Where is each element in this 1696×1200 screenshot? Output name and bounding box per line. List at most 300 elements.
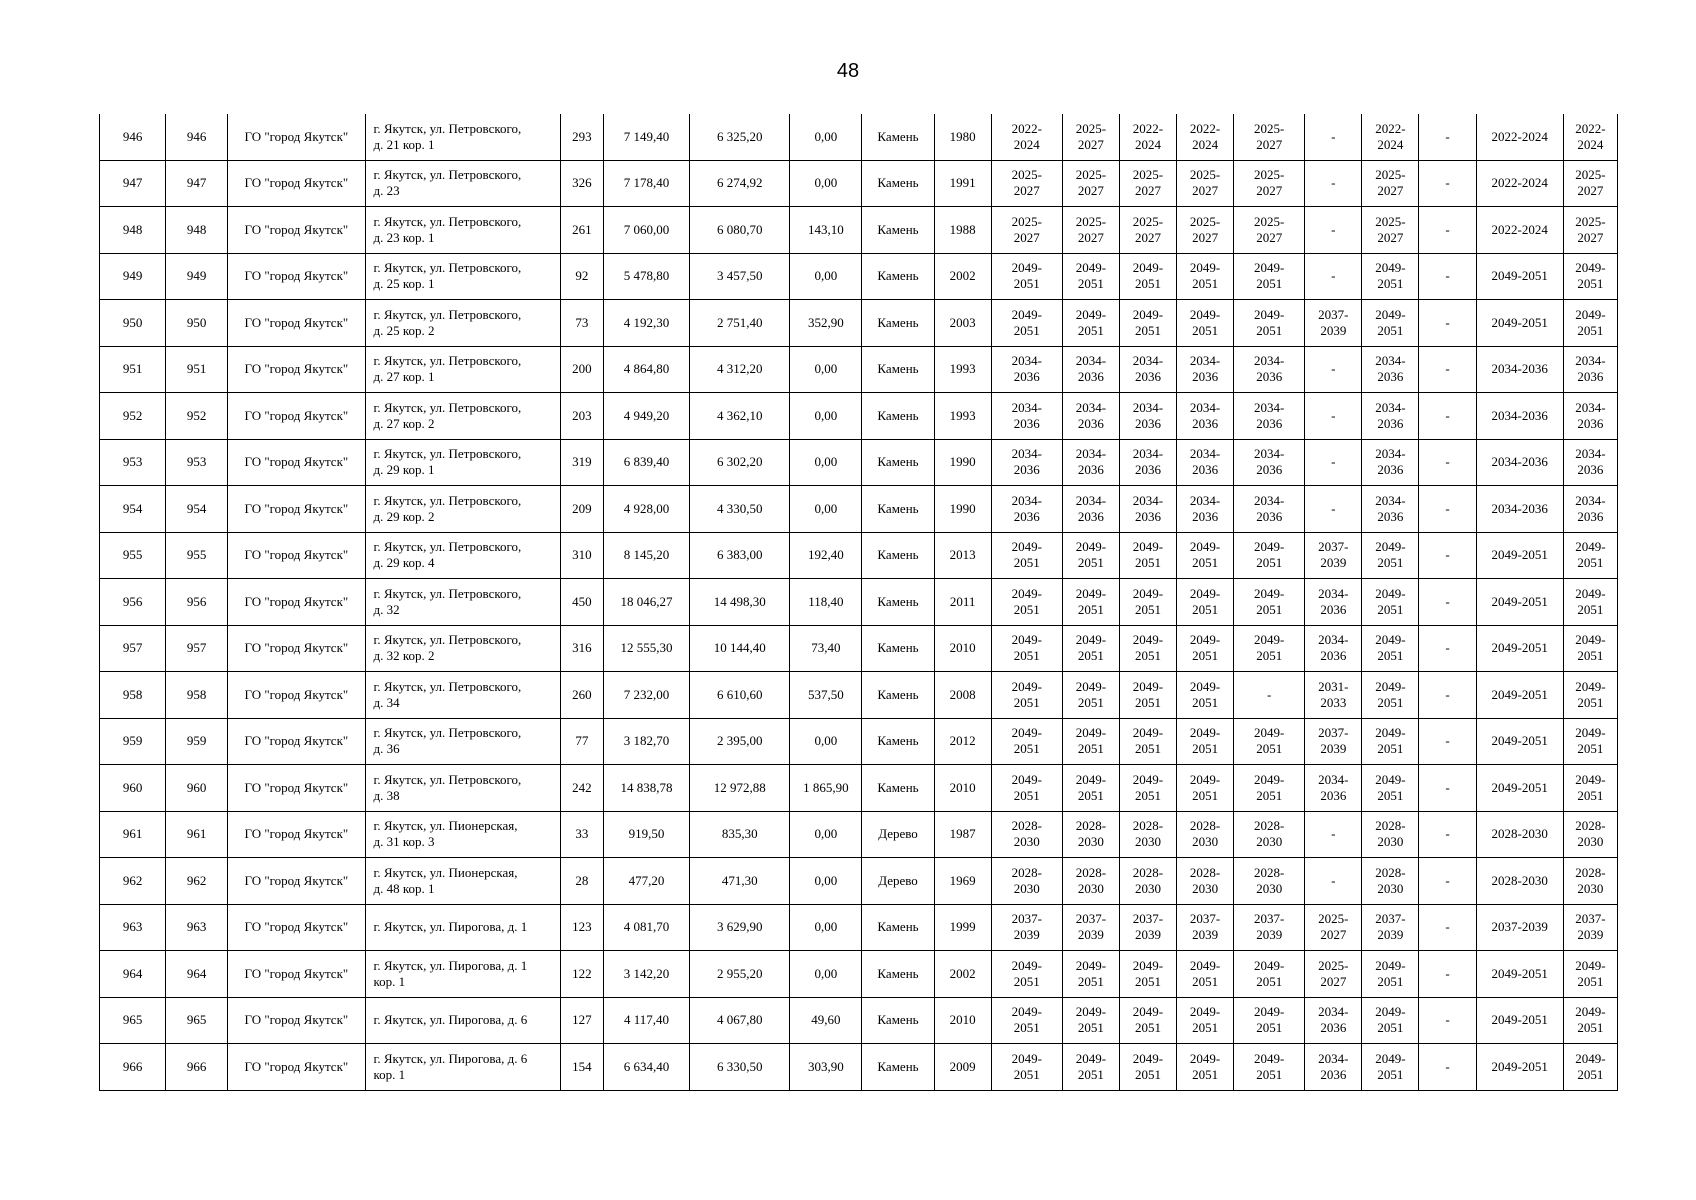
cell-address-end: д. 48 кор. 1 [373,880,435,896]
cell-period-c3 [1119,1044,1176,1091]
cell-period-c3-start: 2049- [1132,771,1164,787]
cell-period-c4-start: 2049- [1189,632,1221,648]
cell-period-c2 [1062,300,1119,347]
cell-period-c1 [991,207,1062,254]
cell-period-c6 [1305,114,1362,160]
cell-c9: 2034-2036 [1476,439,1563,486]
cell-period-c6-start: - [1331,454,1336,470]
cell-period-c1-start: 2022- [1011,120,1042,136]
cell-period-c2 [1062,346,1119,393]
cell-year: 1990 [934,439,991,486]
cell-period-c3-end: 2051 [1134,1020,1161,1036]
cell-period-c1-end: 2051 [1013,648,1040,664]
cell-period-c7-start: 2034- [1375,492,1406,508]
cell-period-c1 [991,532,1062,579]
cell-flats: 242 [560,765,603,812]
cell-period-c5 [1234,997,1305,1044]
cell-period-c1 [991,904,1062,951]
cell-period-c3-start: 2049- [1132,306,1164,322]
cell-material: Камень [862,951,934,998]
cell-period-c6-start: - [1331,872,1336,888]
cell-material: Камень [862,997,934,1044]
cell-n1: 953 [100,439,166,486]
cell-address [365,904,560,951]
cell-period-c7-end: 2051 [1377,601,1404,617]
cell-n1: 955 [100,532,166,579]
cell-period-c3 [1119,207,1176,254]
cell-period-c3-end: 2036 [1134,508,1161,524]
cell-period-c5 [1234,718,1305,765]
cell-period-c7-start: 2049- [1375,1004,1406,1020]
cell-period-c6-end: 2027 [1320,927,1347,943]
cell-period-c2-end: 2051 [1077,694,1104,710]
cell-material: Камень [862,160,934,207]
cell-address [365,253,560,300]
cell-address [365,765,560,812]
cell-n1: 946 [100,114,166,160]
cell-flats: 127 [560,997,603,1044]
cell-period-c4-end: 2051 [1192,601,1219,617]
cell-period-c6-end: 2039 [1320,322,1347,338]
cell-period-c5-end: 2051 [1256,601,1283,617]
cell-period-c6 [1305,672,1362,719]
cell-address-start: г. Якутск, ул. Петровского, [373,632,522,648]
cell-period-c7-end: 2039 [1377,927,1404,943]
page-number: 48 [836,60,860,82]
cell-year: 2010 [934,765,991,812]
cell-period-c5-end: 2051 [1256,741,1283,757]
cell-period-c5 [1234,765,1305,812]
cell-c9: 2049-2051 [1476,672,1563,719]
cell-period-c2-end: 2051 [1077,601,1104,617]
cell-period-c2-end: 2051 [1077,787,1104,803]
table-row [100,672,1618,719]
cell-period-c5-start: 2028- [1254,818,1285,834]
cell-period-c10 [1563,439,1617,486]
cell-period-c4-start: 2049- [1189,1004,1221,1020]
cell-material: Камень [862,1044,934,1091]
cell-period-c5-end: 2036 [1256,508,1283,524]
cell-period-c6 [1305,207,1362,254]
cell-period-c10-start: 2049- [1575,632,1606,648]
table-row [100,579,1618,626]
cell-period-c2 [1062,951,1119,998]
cell-area-res: 4 067,80 [690,997,790,1044]
cell-n2: 953 [166,439,228,486]
cell-period-c5-start: 2028- [1254,864,1285,880]
cell-period-c1-start: 2034- [1011,446,1042,462]
cell-period-c1-start: 2025- [1011,213,1042,229]
cell-period-c6-start: - [1331,361,1336,377]
cell-period-c4 [1177,439,1234,486]
cell-period-c1-end: 2024 [1013,136,1040,152]
cell-period-c6-end: 2039 [1320,741,1347,757]
cell-c9: 2034-2036 [1476,346,1563,393]
cell-period-c1-start: 2049- [1011,632,1042,648]
cell-flats: 154 [560,1044,603,1091]
cell-period-c1 [991,579,1062,626]
cell-period-c4-end: 2027 [1192,183,1219,199]
cell-period-c10-start: 2034- [1575,446,1606,462]
cell-c8: - [1419,160,1476,207]
cell-period-c7-start: 2049- [1375,585,1406,601]
cell-period-c4-start: 2049- [1189,725,1221,741]
cell-period-c4-start: 2028- [1189,864,1221,880]
cell-year: 1999 [934,904,991,951]
cell-period-c2 [1062,1044,1119,1091]
cell-address-end: д. 29 кор. 4 [373,555,435,571]
cell-area-res: 6 302,20 [690,439,790,486]
cell-period-c6 [1305,579,1362,626]
cell-n1: 965 [100,997,166,1044]
cell-address-start: г. Якутск, ул. Петровского, [373,678,522,694]
cell-period-c4-start: 2049- [1189,306,1221,322]
cell-period-c7 [1362,858,1419,905]
cell-address-end: д. 36 [373,741,400,757]
cell-area-res: 6 274,92 [690,160,790,207]
cell-mun: ГО "город Якутск" [228,346,365,393]
cell-period-c7-start: 2049- [1375,306,1406,322]
cell-period-c4 [1177,393,1234,440]
cell-material: Камень [862,486,934,533]
cell-period-c6 [1305,393,1362,440]
cell-period-c2-start: 2049- [1075,678,1107,694]
cell-material: Камень [862,718,934,765]
cell-n1: 952 [100,393,166,440]
cell-period-c10-start: 2049- [1575,957,1606,973]
cell-area-res: 12 972,88 [690,765,790,812]
cell-period-c1-end: 2030 [1013,834,1040,850]
cell-period-c2 [1062,579,1119,626]
cell-year: 1980 [934,114,991,160]
cell-address [365,951,560,998]
cell-mun: ГО "город Якутск" [228,253,365,300]
cell-n2: 951 [166,346,228,393]
cell-period-c4-start: 2025- [1189,213,1221,229]
cell-period-c7-end: 2030 [1377,834,1404,850]
cell-material: Камень [862,579,934,626]
cell-period-c7 [1362,997,1419,1044]
cell-period-c3-start: 2034- [1132,492,1164,508]
cell-period-c2-start: 2034- [1075,353,1107,369]
cell-area-nonres: 0,00 [790,160,862,207]
cell-period-c4 [1177,114,1234,160]
cell-area-nonres: 0,00 [790,486,862,533]
cell-c9: 2034-2036 [1476,486,1563,533]
cell-period-c10-start: 2049- [1575,260,1606,276]
cell-period-c3-end: 2051 [1134,648,1161,664]
cell-period-c10 [1563,997,1617,1044]
cell-period-c1 [991,718,1062,765]
cell-address [365,439,560,486]
cell-area-total: 7 149,40 [603,114,689,160]
cell-mun: ГО "город Якутск" [228,393,365,440]
cell-period-c4-end: 2051 [1192,1066,1219,1082]
cell-period-c6-start: 2037- [1318,306,1349,322]
cell-period-c7-end: 2024 [1377,136,1404,152]
cell-mun: ГО "город Якутск" [228,207,365,254]
cell-material: Камень [862,393,934,440]
cell-period-c3 [1119,811,1176,858]
cell-period-c3 [1119,160,1176,207]
cell-period-c2-start: 2049- [1075,585,1107,601]
cell-period-c10-end: 2051 [1577,276,1604,292]
cell-flats: 319 [560,439,603,486]
cell-period-c7-start: 2049- [1375,632,1406,648]
cell-period-c1-end: 2039 [1013,927,1040,943]
cell-period-c1-end: 2051 [1013,276,1040,292]
cell-period-c10-start: 2034- [1575,492,1606,508]
cell-period-c10-end: 2024 [1577,136,1604,152]
cell-mun: ГО "город Якутск" [228,765,365,812]
cell-address-start: г. Якутск, ул. Петровского, [373,213,522,229]
cell-period-c2 [1062,904,1119,951]
cell-year: 1990 [934,486,991,533]
cell-address-end: д. 21 кор. 1 [373,136,435,152]
cell-period-c3-end: 2030 [1134,880,1161,896]
cell-period-c3-end: 2030 [1134,834,1161,850]
cell-period-c4 [1177,160,1234,207]
cell-period-c5 [1234,532,1305,579]
cell-period-c1-end: 2051 [1013,694,1040,710]
cell-period-c2-start: 2049- [1075,1004,1107,1020]
cell-period-c4-end: 2051 [1192,741,1219,757]
cell-area-res: 471,30 [690,858,790,905]
cell-period-c7-end: 2051 [1377,555,1404,571]
cell-period-c1 [991,160,1062,207]
cell-period-c6-start: - [1331,128,1336,144]
cell-c8: - [1419,718,1476,765]
cell-year: 1993 [934,346,991,393]
cell-period-c2 [1062,718,1119,765]
cell-period-c10-start: 2049- [1575,678,1606,694]
cell-period-c4 [1177,904,1234,951]
cell-area-nonres: 0,00 [790,253,862,300]
cell-period-c2 [1062,765,1119,812]
cell-address [365,625,560,672]
cell-period-c7-end: 2030 [1377,880,1404,896]
cell-material: Дерево [862,858,934,905]
cell-period-c3 [1119,486,1176,533]
cell-year: 1988 [934,207,991,254]
cell-period-c5-start: 2049- [1254,632,1285,648]
cell-year: 1969 [934,858,991,905]
cell-period-c1-start: 2049- [1011,260,1042,276]
cell-period-c6-start: - [1331,407,1336,423]
cell-period-c1 [991,114,1062,160]
cell-period-c7-end: 2051 [1377,1066,1404,1082]
cell-period-c10-end: 2039 [1577,927,1604,943]
cell-address-start: г. Якутск, ул. Петровского, [373,446,522,462]
table-row [100,1044,1618,1091]
cell-period-c1-start: 2034- [1011,399,1042,415]
cell-period-c1-end: 2030 [1013,880,1040,896]
cell-address [365,532,560,579]
cell-period-c7-start: 2049- [1375,678,1406,694]
cell-period-c1-end: 2027 [1013,183,1040,199]
cell-period-c10-end: 2051 [1577,694,1604,710]
cell-n2: 957 [166,625,228,672]
cell-period-c3-start: 2037- [1132,911,1164,927]
cell-c9: 2049-2051 [1476,997,1563,1044]
table-row [100,904,1618,951]
cell-period-c2-end: 2027 [1077,229,1104,245]
cell-period-c10-start: 2049- [1575,1004,1606,1020]
cell-period-c5 [1234,486,1305,533]
cell-period-c10-start: 2022- [1575,120,1606,136]
cell-period-c7-end: 2027 [1377,229,1404,245]
cell-period-c1-start: 2049- [1011,539,1042,555]
cell-period-c2 [1062,393,1119,440]
cell-period-c5-end: 2027 [1256,229,1283,245]
cell-period-c6-start: - [1331,221,1336,237]
cell-period-c2-start: 2049- [1075,539,1107,555]
cell-period-c5 [1234,393,1305,440]
cell-period-c6-end: 2039 [1320,555,1347,571]
cell-area-nonres: 0,00 [790,393,862,440]
cell-mun: ГО "город Якутск" [228,486,365,533]
cell-period-c7 [1362,579,1419,626]
cell-flats: 28 [560,858,603,905]
cell-period-c10-end: 2051 [1577,648,1604,664]
cell-area-res: 835,30 [690,811,790,858]
cell-period-c5 [1234,300,1305,347]
cell-address-end: д. 38 [373,787,400,803]
cell-period-c10-start: 2049- [1575,725,1606,741]
cell-area-total: 3 142,20 [603,951,689,998]
cell-address-start: г. Якутск, ул. Пионерская, [373,864,518,880]
cell-period-c7-start: 2022- [1375,120,1406,136]
cell-period-c5 [1234,160,1305,207]
cell-area-total: 477,20 [603,858,689,905]
cell-period-c1-start: 2049- [1011,306,1042,322]
cell-area-res: 2 395,00 [690,718,790,765]
cell-year: 2011 [934,579,991,626]
cell-address-start: г. Якутск, ул. Петровского, [373,306,522,322]
cell-period-c10-end: 2051 [1577,601,1604,617]
cell-n1: 964 [100,951,166,998]
cell-period-c3-end: 2051 [1134,601,1161,617]
cell-n1: 947 [100,160,166,207]
cell-period-c2-end: 2036 [1077,415,1104,431]
table-row [100,114,1618,160]
cell-period-c5-end: 2030 [1256,880,1283,896]
cell-period-c3-start: 2034- [1132,446,1164,462]
cell-period-c7-start: 2049- [1375,260,1406,276]
cell-period-c6-start: 2034- [1318,632,1349,648]
cell-period-c1-end: 2036 [1013,369,1040,385]
cell-period-c7-end: 2036 [1377,508,1404,524]
cell-address-start: г. Якутск, ул. Петровского, [373,399,522,415]
table-row [100,718,1618,765]
cell-c8: - [1419,300,1476,347]
cell-period-c7 [1362,393,1419,440]
cell-n2: 962 [166,858,228,905]
cell-material: Камень [862,625,934,672]
cell-area-res: 6 383,00 [690,532,790,579]
cell-period-c4-start: 2049- [1189,957,1221,973]
cell-period-c5 [1234,346,1305,393]
cell-period-c5-start: 2034- [1254,446,1285,462]
cell-period-c3 [1119,672,1176,719]
cell-period-c7-end: 2051 [1377,1020,1404,1036]
cell-n2: 963 [166,904,228,951]
cell-area-total: 6 839,40 [603,439,689,486]
cell-c9: 2022-2024 [1476,160,1563,207]
cell-flats: 261 [560,207,603,254]
cell-area-total: 7 232,00 [603,672,689,719]
cell-c8: - [1419,253,1476,300]
cell-period-c5-start: 2049- [1254,1004,1285,1020]
cell-period-c4-end: 2024 [1192,136,1219,152]
cell-period-c5-start: 2037- [1254,911,1285,927]
cell-flats: 33 [560,811,603,858]
cell-period-c1-start: 2028- [1011,818,1042,834]
cell-period-c2-start: 2025- [1075,120,1107,136]
cell-period-c4-start: 2049- [1189,1050,1221,1066]
cell-period-c7-end: 2051 [1377,694,1404,710]
cell-period-c1-start: 2049- [1011,1004,1042,1020]
cell-period-c6 [1305,765,1362,812]
cell-c8: - [1419,579,1476,626]
cell-period-c3-start: 2028- [1132,818,1164,834]
cell-period-c1-end: 2051 [1013,322,1040,338]
cell-period-c5-start: 2034- [1254,492,1285,508]
cell-period-c6 [1305,253,1362,300]
cell-period-c6-end: 2036 [1320,787,1347,803]
cell-mun: ГО "город Якутск" [228,858,365,905]
cell-flats: 77 [560,718,603,765]
cell-period-c6-end: 2027 [1320,973,1347,989]
cell-address [365,718,560,765]
cell-n2: 950 [166,300,228,347]
cell-period-c10-end: 2051 [1577,322,1604,338]
cell-n1: 951 [100,346,166,393]
cell-material: Камень [862,207,934,254]
cell-period-c2-end: 2027 [1077,136,1104,152]
cell-c9: 2049-2051 [1476,718,1563,765]
cell-area-nonres: 0,00 [790,904,862,951]
cell-period-c1-end: 2036 [1013,415,1040,431]
cell-period-c4 [1177,951,1234,998]
cell-period-c7 [1362,253,1419,300]
cell-period-c1-start: 2049- [1011,957,1042,973]
cell-period-c5 [1234,114,1305,160]
cell-c8: - [1419,811,1476,858]
cell-area-total: 4 928,00 [603,486,689,533]
cell-period-c7-start: 2028- [1375,864,1406,880]
cell-period-c1 [991,300,1062,347]
cell-period-c6 [1305,951,1362,998]
cell-address-start: г. Якутск, ул. Петровского, [373,771,522,787]
cell-period-c5 [1234,672,1305,719]
cell-period-c7 [1362,672,1419,719]
cell-area-total: 4 949,20 [603,393,689,440]
cell-period-c2-start: 2034- [1075,492,1107,508]
cell-area-res: 3 629,90 [690,904,790,951]
cell-c8: - [1419,765,1476,812]
cell-period-c1-start: 2049- [1011,1050,1042,1066]
table-row [100,393,1618,440]
cell-period-c10-end: 2051 [1577,787,1604,803]
cell-period-c1-end: 2027 [1013,229,1040,245]
cell-period-c2-end: 2051 [1077,1066,1104,1082]
cell-address [365,160,560,207]
table-row [100,951,1618,998]
table-row [100,346,1618,393]
cell-period-c7-end: 2027 [1377,183,1404,199]
cell-c9: 2028-2030 [1476,811,1563,858]
